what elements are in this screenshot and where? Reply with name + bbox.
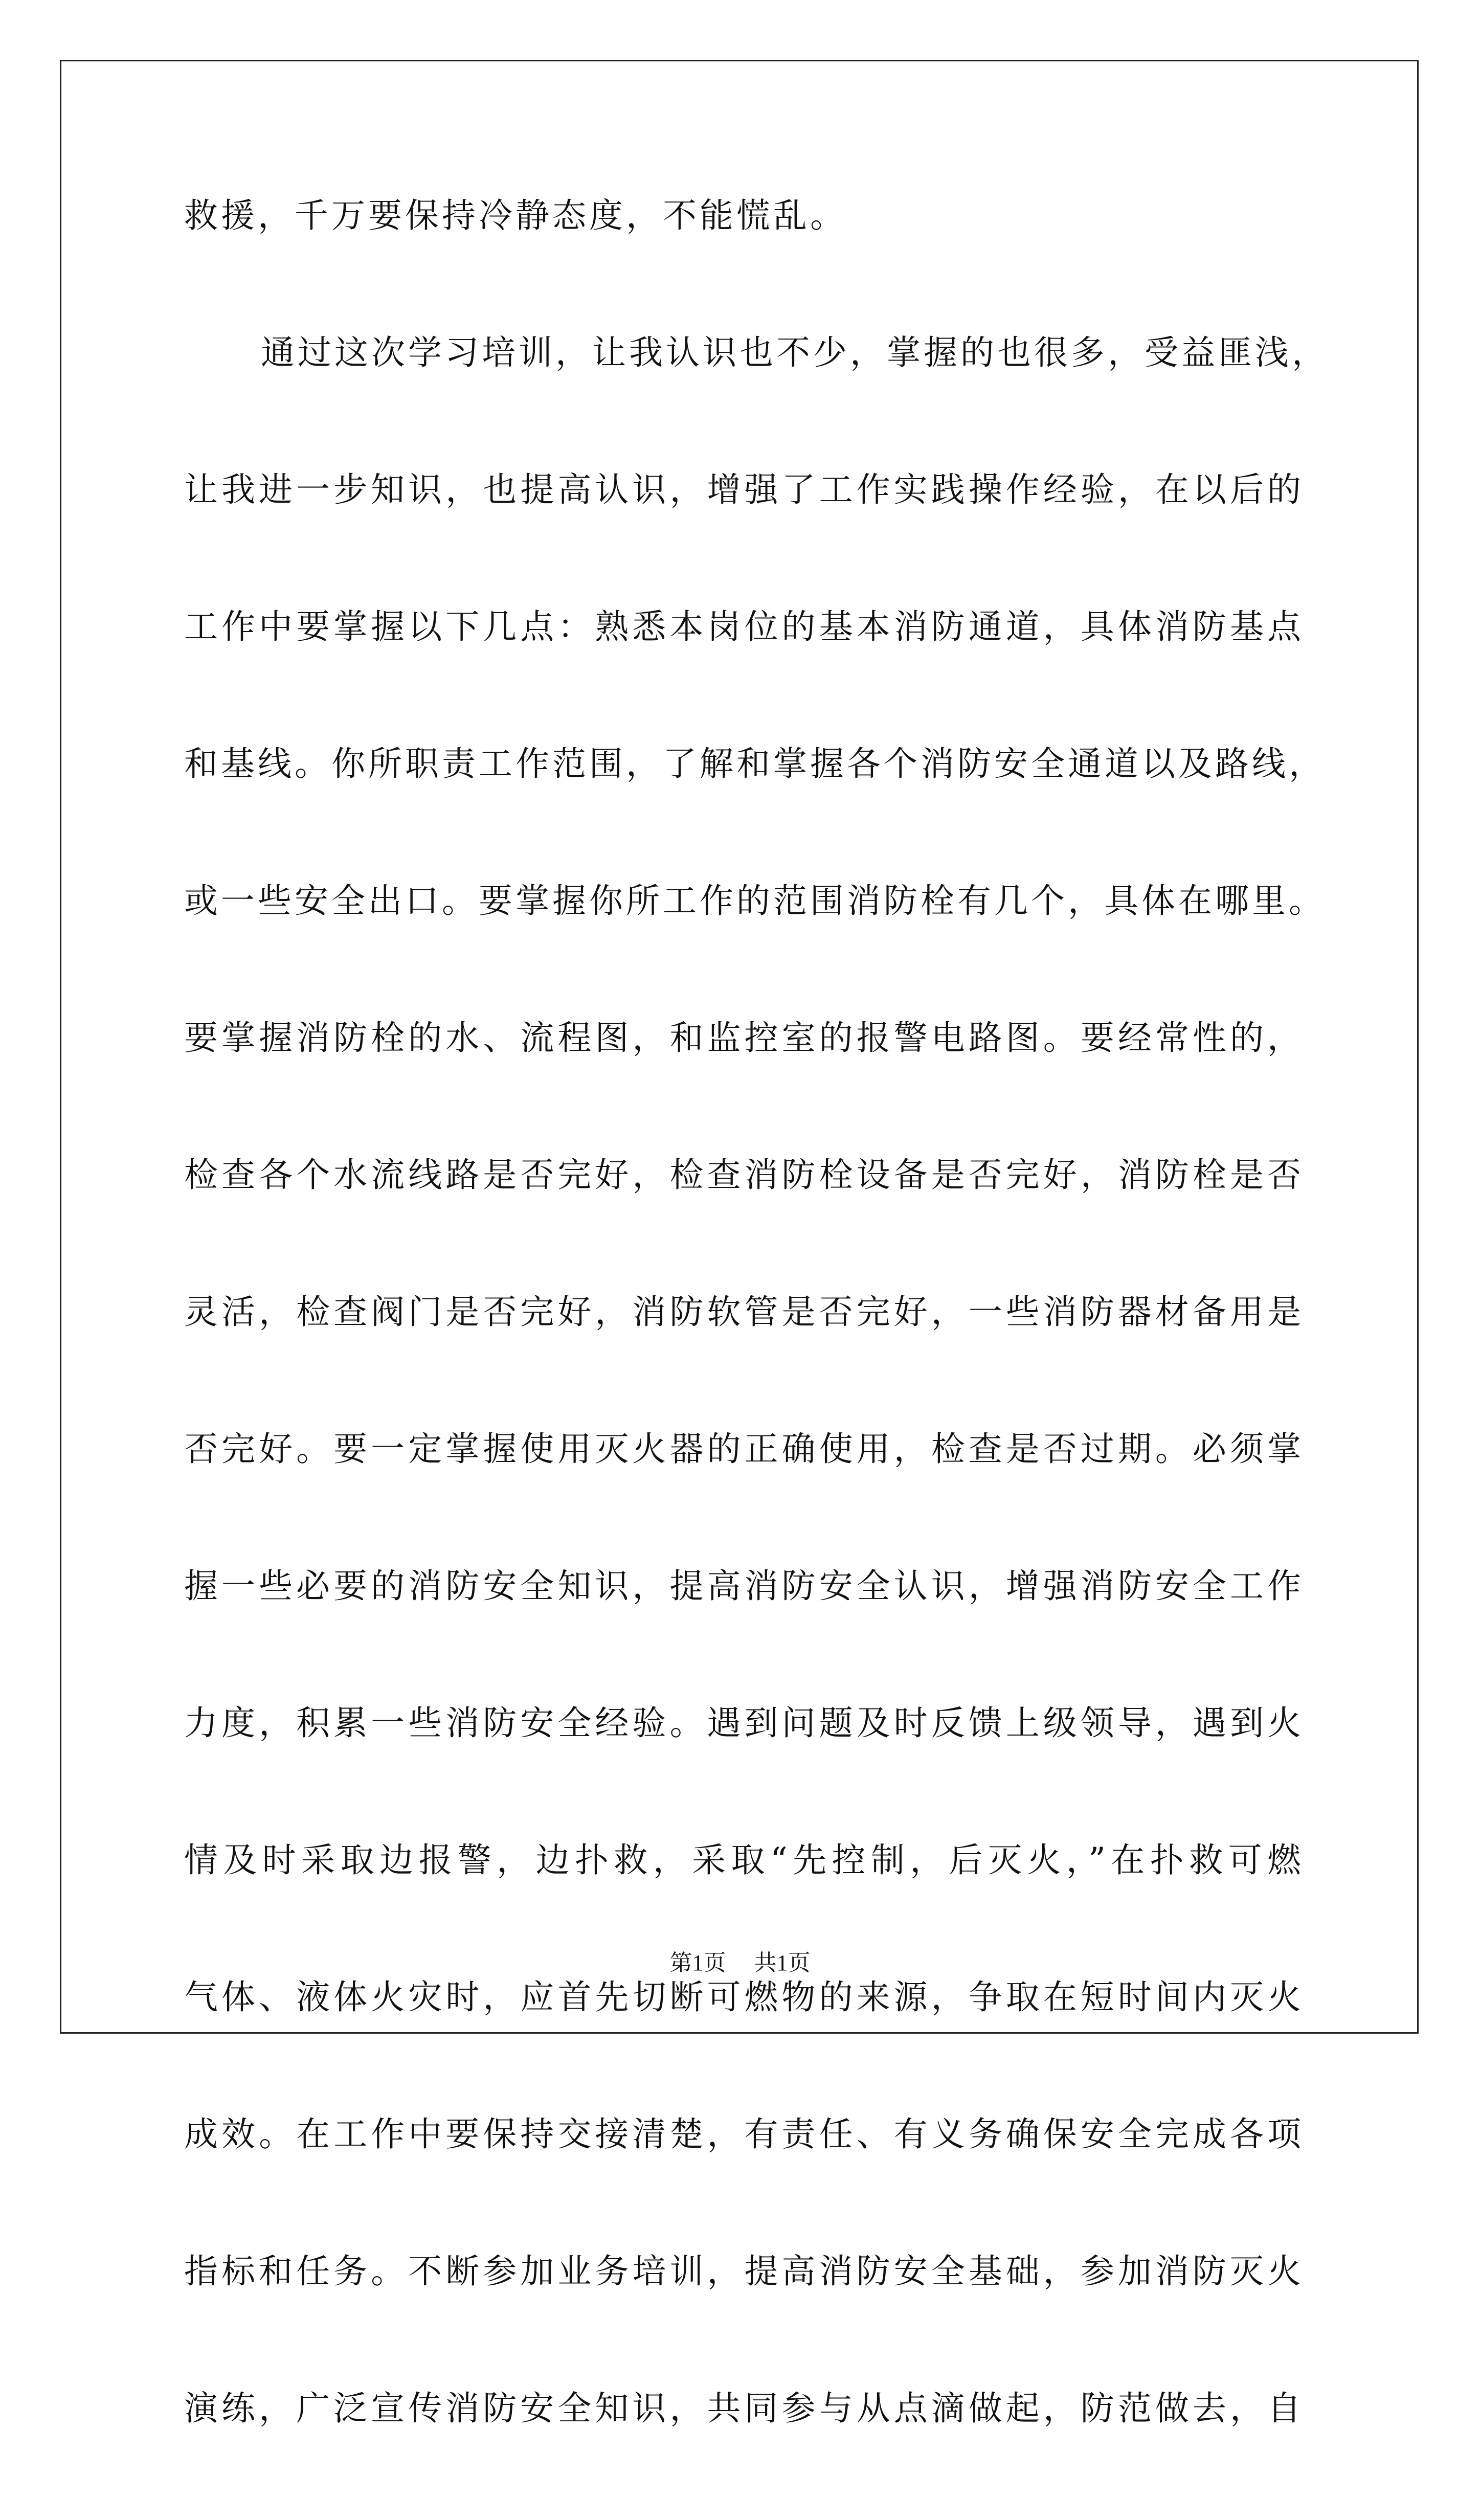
text-line: 灵活，检查阀门是否完好，消防软管是否完好，一些消防器材备用是 — [184, 1292, 1304, 1332]
text-line: 情及时采取边报警，边扑救，采取“先控制，后灭火，”在扑救可燃 — [184, 1840, 1304, 1880]
text-line: 和基线。你所职责工作范围，了解和掌握各个消防安全通道以及路线， — [184, 744, 1326, 783]
text-line: 工作中要掌握以下几点：熟悉本岗位的基本消防通道，具体消防基点 — [184, 607, 1304, 646]
text-line: 或一些安全出口。要掌握你所工作的范围消防栓有几个，具体在哪里。 — [184, 881, 1326, 920]
page-footer — [0, 1944, 1480, 1977]
document-body — [184, 190, 1329, 2520]
text-line: 否完好。要一定掌握使用灭火器的正确使用，检查是否过期。必须掌 — [184, 1429, 1304, 1469]
text-line: 要掌握消防栓的水、流程图，和监控室的报警电路图。要经常性的， — [184, 1018, 1304, 1058]
text-line: 气体、液体火灾时，应首先切断可燃物的来源，争取在短时间内灭火 — [184, 1977, 1304, 2017]
text-line: 让我进一步知识，也提高认识，增强了工作实践操作经验，在以后的 — [184, 470, 1304, 509]
current-page-number: 第1页 — [669, 1950, 726, 1975]
text-line: 通过这次学习培训，让我认识也不少，掌握的也很多，受益匪浅， — [261, 333, 1329, 372]
text-line: 演练，广泛宣传消防安全知识，共同参与从点滴做起，防范做去，自 — [184, 2389, 1304, 2428]
text-line: 指标和任务。不断参加业务培训，提高消防安全基础，参加消防灭火 — [184, 2252, 1304, 2291]
text-line: 力度，积累一些消防安全经验。遇到问题及时反馈上级领导，遇到火 — [184, 1703, 1304, 1743]
text-line: 救援，千万要保持冷静态度，不能慌乱。 — [184, 196, 847, 235]
text-line: 成效。在工作中要保持交接清楚，有责任、有义务确保安全完成各项 — [184, 2114, 1304, 2154]
text-line: 检查各个水流线路是否完好，检查消防栓设备是否完好，消防栓是否 — [184, 1155, 1304, 1195]
text-line: 握一些必要的消防安全知识，提高消防安全认识，增强消防安全工作 — [184, 1566, 1304, 1606]
total-page-count: 共1页 — [754, 1950, 811, 1975]
